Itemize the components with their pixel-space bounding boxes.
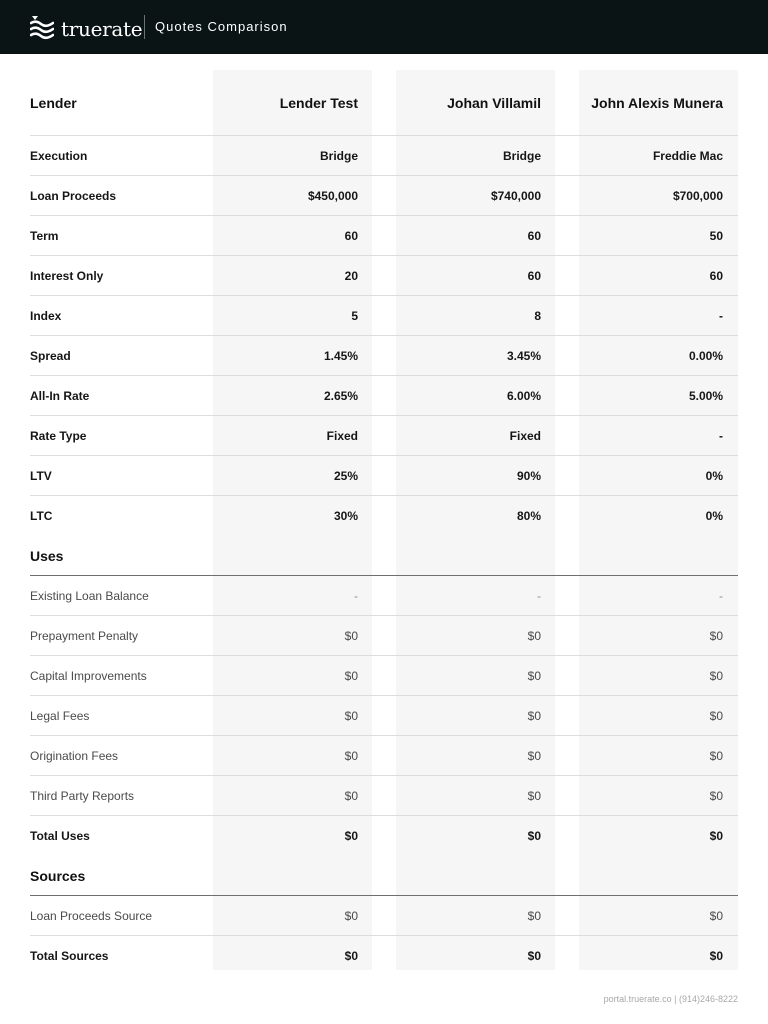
table-row-loan-proceeds — [30, 176, 738, 216]
row-value-3: 5.00% — [688, 388, 723, 403]
table-row-total-sources — [30, 936, 738, 976]
row-value-3: - — [719, 428, 723, 443]
row-value-1: $0 — [344, 708, 358, 723]
row-value-3: 0% — [705, 509, 723, 523]
table-row-term — [30, 216, 738, 256]
table-row-rate-type — [30, 416, 738, 456]
row-value-3: $0 — [709, 628, 723, 643]
row-value-2: 80% — [516, 509, 541, 523]
row-value-2: 3.45% — [506, 348, 541, 363]
row-value-3: - — [719, 588, 723, 603]
lender-header-row — [30, 70, 738, 136]
row-value-1: $0 — [344, 908, 358, 923]
row-value-1: 60 — [344, 228, 358, 243]
row-value-3: $700,000 — [672, 188, 723, 203]
brand-logo-text: truerate — [61, 17, 143, 41]
row-label: Spread — [30, 348, 71, 363]
row-value-1: - — [354, 588, 358, 603]
row-value-3: $0 — [709, 829, 723, 843]
section-title: Sources — [30, 867, 86, 884]
sources-section-header — [30, 856, 738, 896]
row-value-1: $0 — [344, 668, 358, 683]
row-value-3: 0% — [705, 468, 723, 483]
table-row-capital-improvements — [30, 656, 738, 696]
table-row-origination-fees — [30, 736, 738, 776]
row-label: LTV — [30, 468, 52, 483]
row-value-3: $0 — [709, 748, 723, 763]
row-label: Loan Proceeds Source — [30, 908, 153, 923]
table-row-execution — [30, 136, 738, 176]
row-label: Execution — [30, 148, 88, 163]
row-value-3: 0.00% — [688, 348, 723, 363]
row-value-1: $0 — [344, 748, 358, 763]
row-value-2: $0 — [527, 628, 541, 643]
row-value-1: 2.65% — [323, 388, 358, 403]
table-row-legal-fees — [30, 696, 738, 736]
page-title: Quotes Comparison — [155, 19, 288, 34]
row-label: Legal Fees — [30, 708, 90, 723]
row-value-3: 60 — [709, 268, 723, 283]
row-value-1: $0 — [344, 829, 358, 843]
table-row-loan-proceeds-source — [30, 896, 738, 936]
table-row-third-party-reports — [30, 776, 738, 816]
row-label: LTC — [30, 509, 53, 523]
row-value-2: Bridge — [502, 148, 541, 163]
row-value-1: Fixed — [326, 428, 358, 443]
table-row-existing-loan-balance — [30, 576, 738, 616]
table-row-index — [30, 296, 738, 336]
row-value-1: 25% — [333, 468, 358, 483]
row-value-2: $0 — [527, 788, 541, 803]
row-value-2: 8 — [534, 308, 541, 323]
lender-name-1: Lender Test — [279, 94, 358, 111]
row-value-2: 6.00% — [506, 388, 541, 403]
row-value-3: $0 — [709, 668, 723, 683]
row-value-2: - — [537, 588, 541, 603]
row-value-3: $0 — [709, 788, 723, 803]
row-value-2: Fixed — [509, 428, 541, 443]
table-row-interest-only — [30, 256, 738, 296]
row-label: Loan Proceeds — [30, 188, 117, 203]
row-value-2: $0 — [527, 748, 541, 763]
table-row-ltv — [30, 456, 738, 496]
row-value-3: - — [719, 308, 723, 323]
row-value-1: $0 — [344, 788, 358, 803]
row-label: Total Sources — [30, 949, 109, 963]
table-row-spread — [30, 336, 738, 376]
row-value-3: 50 — [709, 228, 723, 243]
header-divider — [144, 15, 145, 39]
row-value-2: $0 — [527, 908, 541, 923]
table-row-prepayment-penalty — [30, 616, 738, 656]
row-value-2: 90% — [516, 468, 541, 483]
row-value-1: 30% — [333, 509, 358, 523]
row-label: All-In Rate — [30, 388, 90, 403]
row-label: Existing Loan Balance — [30, 588, 149, 603]
row-value-2: $740,000 — [490, 188, 541, 203]
row-value-1: 20 — [344, 268, 358, 283]
row-label: Index — [30, 308, 62, 323]
row-value-3: $0 — [709, 708, 723, 723]
row-value-3: $0 — [709, 908, 723, 923]
row-label: Prepayment Penalty — [30, 628, 139, 643]
lender-label: Lender — [30, 94, 77, 111]
row-value-3: Freddie Mac — [652, 148, 723, 163]
app-header — [0, 0, 768, 54]
row-value-2: $0 — [527, 708, 541, 723]
footer-contact: portal.truerate.co | (914)246-8222 — [603, 994, 738, 1004]
row-label: Term — [30, 228, 59, 243]
table-row-all-in-rate — [30, 376, 738, 416]
row-value-3: $0 — [709, 949, 723, 963]
row-label: Rate Type — [30, 428, 87, 443]
quotes-comparison-table — [30, 70, 738, 976]
row-label: Third Party Reports — [30, 788, 135, 803]
row-value-1: 5 — [351, 308, 358, 323]
row-label: Total Uses — [30, 829, 90, 843]
table-row-total-uses — [30, 816, 738, 856]
row-label: Interest Only — [30, 268, 104, 283]
row-value-2: 60 — [527, 228, 541, 243]
row-value-2: 60 — [527, 268, 541, 283]
row-value-2: $0 — [527, 949, 541, 963]
lender-name-2: Johan Villamil — [447, 94, 541, 111]
uses-section-header — [30, 536, 738, 576]
section-title: Uses — [30, 547, 64, 564]
row-label: Origination Fees — [30, 748, 119, 763]
row-value-1: 1.45% — [323, 348, 358, 363]
lender-name-3: John Alexis Munera — [591, 94, 723, 111]
row-value-2: $0 — [527, 829, 541, 843]
row-value-1: $450,000 — [307, 188, 358, 203]
row-value-1: $0 — [344, 628, 358, 643]
row-value-1: $0 — [344, 949, 358, 963]
table-row-ltc — [30, 496, 738, 536]
row-value-1: Bridge — [319, 148, 358, 163]
truerate-waves-icon — [30, 14, 54, 40]
row-value-2: $0 — [527, 668, 541, 683]
row-label: Capital Improvements — [30, 668, 147, 683]
